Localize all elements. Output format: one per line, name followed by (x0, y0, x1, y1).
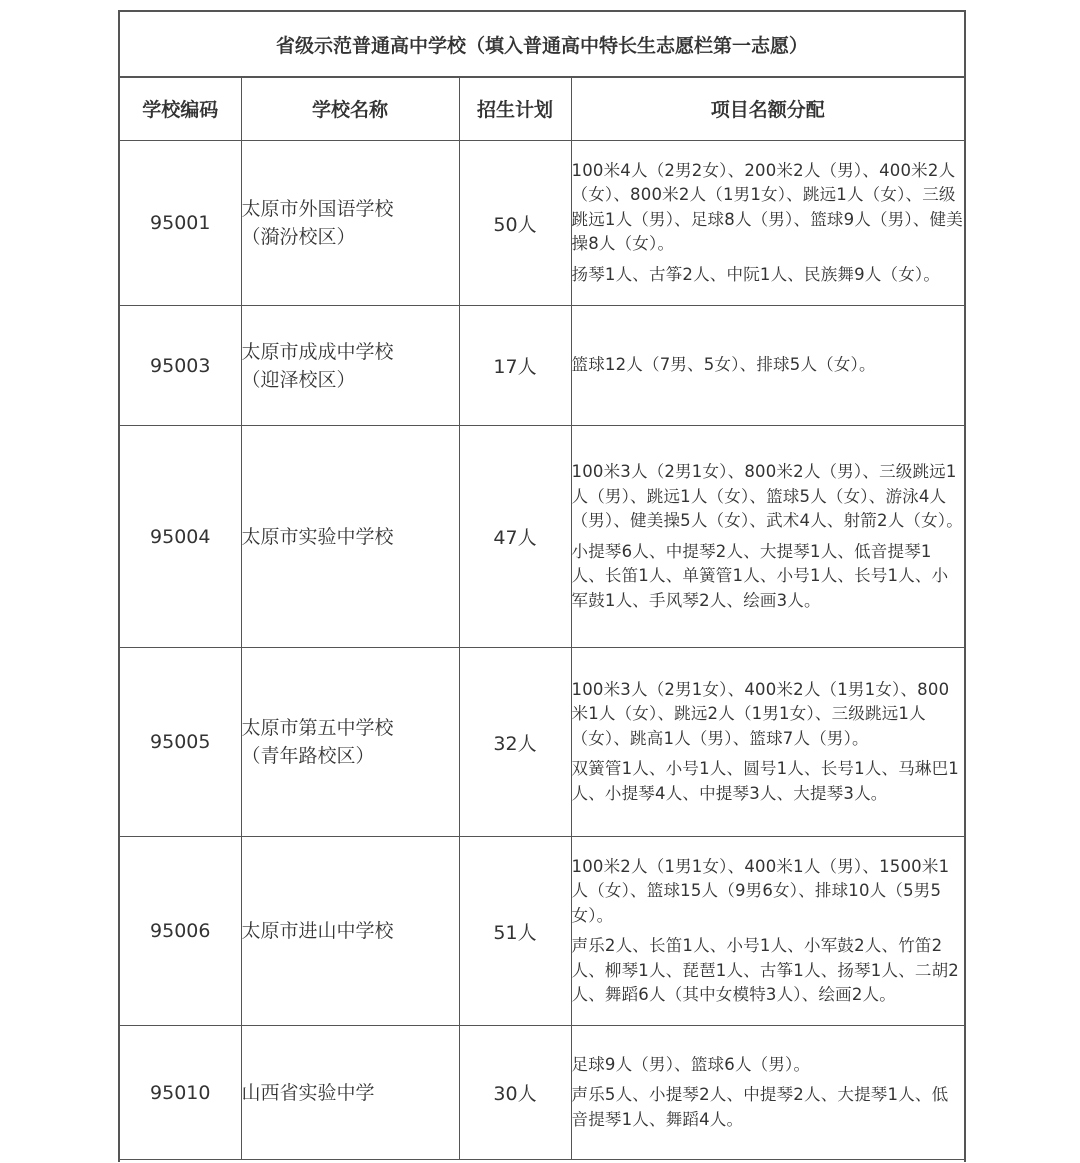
enrollment-plan: 50人 (459, 141, 571, 306)
table-row (120, 1026, 964, 1160)
arts-quota: 扬琴1人、古筝2人、中阮1人、民族舞9人（女）。 (571, 264, 941, 284)
table-row (120, 426, 964, 648)
school-campus: （迎泽校区） (241, 368, 356, 391)
school-name: 太原市第五中学校 (241, 717, 394, 739)
school-campus: （漪汾校区） (241, 226, 356, 248)
enrollment-plan: 30人 (459, 1026, 571, 1160)
enrollment-plan: 51人 (459, 837, 571, 1026)
sports-quota: 100米3人（2男1女）、400米2人（1男1女）、800米1人（女）、跳远2人（1男1女）、三级跳远1人（女）、跳高1人（男）、篮球7人（男）。 (571, 679, 950, 748)
school-name: 山西省实验中学 (241, 1081, 375, 1104)
school-name-cell (241, 306, 459, 426)
sports-quota: 100米3人（2男1女）、800米2人（男）、三级跳远1人（男）、跳远1人（女）、篮球5人（女）、游泳4人（男）、健美操5人（女）、武术4人、射箭2人（女）。 (571, 462, 963, 530)
school-name: 太原市实验中学校 (241, 525, 394, 548)
quota-allocation (571, 837, 964, 1026)
school-code: 95001 (120, 141, 241, 306)
school-campus: （青年路校区） (241, 745, 375, 767)
arts-quota: 声乐5人、小提琴2人、中提琴2人、大提琴1人、低音提琴1人、舞蹈4人。 (571, 1085, 949, 1129)
enrollment-plan: 17人 (459, 306, 571, 426)
school-code: 95004 (120, 426, 241, 648)
school-name-cell (241, 837, 459, 1026)
school-name-cell (241, 141, 459, 306)
header-plan: 招生计划 (459, 76, 571, 141)
school-code: 95005 (120, 648, 241, 837)
table-row (120, 306, 964, 426)
enrollment-plan: 47人 (459, 426, 571, 648)
header-name: 学校名称 (241, 76, 459, 141)
quota-allocation (571, 648, 964, 837)
arts-quota: 双簧管1人、小号1人、圆号1人、长号1人、马琳巴1人、小提琴4人、中提琴3人、大提琴3人。 (571, 759, 959, 803)
table-title: 省级示范普通高中学校（填入普通高中特长生志愿栏第一志愿） (120, 12, 964, 78)
school-name-cell (241, 1026, 459, 1160)
school-code: 95003 (120, 306, 241, 426)
school-name-cell (241, 426, 459, 648)
school-code: 95006 (120, 837, 241, 1026)
header-code: 学校编码 (120, 76, 241, 141)
arts-quota: 小提琴6人、中提琴2人、大提琴1人、低音提琴1人、长笛1人、单簧管1人、小号1人、长号1人、小军鼓1人、手风琴2人、绘画3人。 (571, 541, 949, 610)
header-row (120, 76, 964, 141)
arts-quota: 声乐2人、长笛1人、小号1人、小军鼓2人、竹笛2人、柳琴1人、琵琶1人、古筝1人、扬琴1人、二胡2人、舞蹈6人（其中女模特3人）、绘画2人。 (571, 936, 959, 1004)
school-name: 太原市进山中学校 (241, 920, 394, 942)
quota-allocation (571, 426, 964, 648)
table-row (120, 141, 964, 306)
document-table (118, 10, 966, 1162)
school-code: 95010 (120, 1026, 241, 1160)
school-name: 太原市外国语学校 (241, 198, 394, 220)
sports-quota: 篮球12人（7男、5女）、排球5人（女）。 (571, 355, 876, 375)
quota-allocation (571, 141, 964, 306)
school-name-cell (241, 648, 459, 837)
header-alloc: 项目名额分配 (571, 76, 964, 141)
school-quota-table (120, 76, 964, 1160)
table-row (120, 837, 964, 1026)
school-name: 太原市成成中学校 (241, 340, 394, 363)
quota-allocation (571, 306, 964, 426)
enrollment-plan: 32人 (459, 648, 571, 837)
sports-quota: 100米4人（2男2女）、200米2人（男）、400米2人（女）、800米2人（1男1女）、跳远1人（女）、三级跳远1人（男）、足球8人（男）、篮球9人（男）、健美操8人（女）。 (571, 160, 963, 254)
sports-quota: 足球9人（男）、篮球6人（男）。 (571, 1054, 811, 1074)
table-row (120, 648, 964, 837)
quota-allocation (571, 1026, 964, 1160)
sports-quota: 100米2人（1男1女）、400米1人（男）、1500米1人（女）、篮球15人（9男6女）、排球10人（5男5女）。 (571, 856, 950, 925)
